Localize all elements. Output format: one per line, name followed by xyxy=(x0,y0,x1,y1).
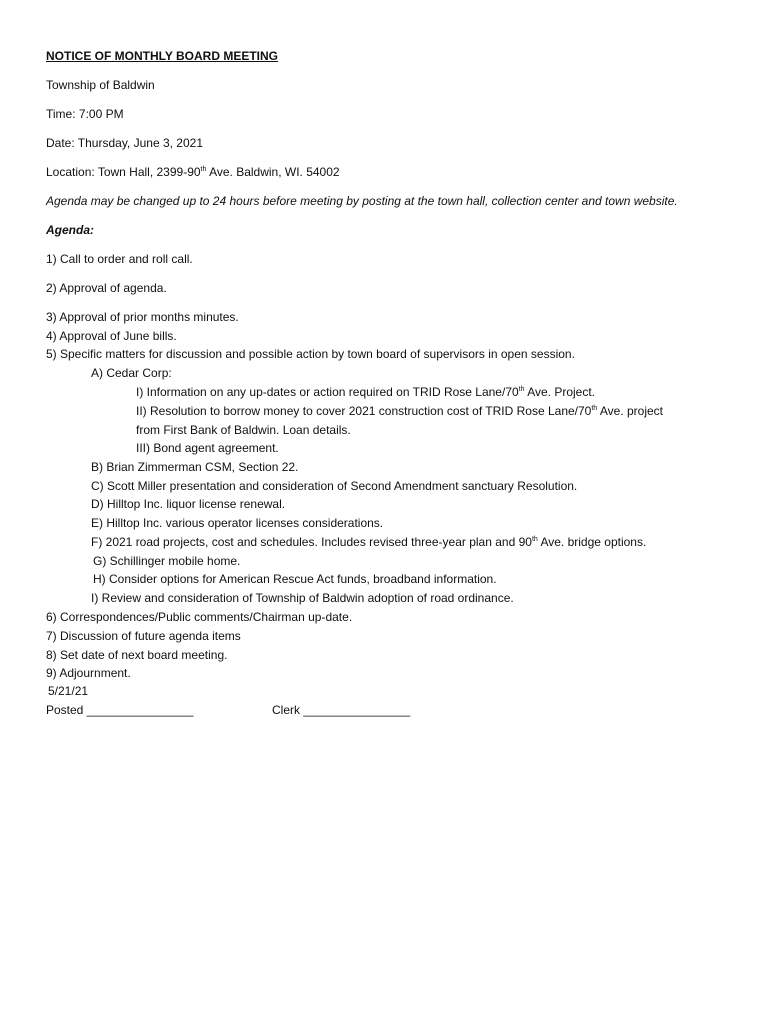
agenda-item-5g: G) Schillinger mobile home. xyxy=(93,554,241,568)
agenda-heading: Agenda: xyxy=(46,223,94,237)
agenda-item-5a-i xyxy=(136,383,595,401)
agenda-item-5a-ii-cont: from First Bank of Baldwin. Loan details. xyxy=(136,423,351,437)
agenda-item-6: 6) Correspondences/Public comments/Chairman up-date. xyxy=(46,610,353,624)
agenda-item-5a-ii xyxy=(136,402,663,420)
agenda-item-5a: A) Cedar Corp: xyxy=(91,366,172,380)
agenda-item-1: 1) Call to order and roll call. xyxy=(46,252,193,266)
notice-date: 5/21/21 xyxy=(48,684,89,698)
agenda-item-5h: H) Consider options for American Rescue Act funds, broadband information. xyxy=(93,572,497,586)
agenda-item-5b: B) Brian Zimmerman CSM, Section 22. xyxy=(91,460,299,474)
agenda-item-5f xyxy=(91,533,646,551)
item-5a-ii-ordinal: th xyxy=(591,405,598,412)
location-text: Location: Town Hall, 2399-90 xyxy=(46,165,201,179)
posted-signature-line: Posted ________________ xyxy=(46,703,194,717)
agenda-item-8: 8) Set date of next board meeting. xyxy=(46,648,228,662)
agenda-disclaimer: Agenda may be changed up to 24 hours before meeting by posting at the town hall, collection center and town website. xyxy=(46,194,678,208)
clerk-signature-line: Clerk ________________ xyxy=(272,703,411,717)
agenda-item-9: 9) Adjournment. xyxy=(46,666,131,680)
item-5a-ii-text: II) Resolution to borrow money to cover 2021 construction cost of TRID Rose Lane/70 xyxy=(136,404,592,418)
township-name: Township of Baldwin xyxy=(46,78,155,92)
item-5f-text: F) 2021 road projects, cost and schedules. Includes revised three-year plan and 90 xyxy=(91,535,532,549)
agenda-item-3: 3) Approval of prior months minutes. xyxy=(46,310,239,324)
item-5a-ii-text-end: Ave. project xyxy=(597,404,664,418)
location-ordinal: th xyxy=(200,166,207,173)
meeting-date: Date: Thursday, June 3, 2021 xyxy=(46,136,203,150)
agenda-item-5a-iii: III) Bond agent agreement. xyxy=(136,441,279,455)
agenda-item-5e: E) Hilltop Inc. various operator licenses considerations. xyxy=(91,516,384,530)
agenda-item-5c: C) Scott Miller presentation and consideration of Second Amendment sanctuary Resolution. xyxy=(91,479,578,493)
agenda-item-4: 4) Approval of June bills. xyxy=(46,329,177,343)
item-5a-i-text: I) Information on any up-dates or action required on TRID Rose Lane/70 xyxy=(136,385,519,399)
agenda-item-5i: I) Review and consideration of Township of Baldwin adoption of road ordinance. xyxy=(91,591,514,605)
notice-title: NOTICE OF MONTHLY BOARD MEETING xyxy=(46,49,279,63)
item-5f-text-end: Ave. bridge options. xyxy=(537,535,647,549)
location-text-end: Ave. Baldwin, WI. 54002 xyxy=(206,165,340,179)
item-5f-ordinal: th xyxy=(531,536,538,543)
agenda-item-5: 5) Specific matters for discussion and possible action by town board of supervisors in open session. xyxy=(46,347,575,361)
meeting-time: Time: 7:00 PM xyxy=(46,107,124,121)
meeting-location xyxy=(46,163,340,181)
item-5a-i-text-end: Ave. Project. xyxy=(524,385,595,399)
agenda-item-7: 7) Discussion of future agenda items xyxy=(46,629,241,643)
item-5a-i-ordinal: th xyxy=(518,386,525,393)
agenda-item-5d: D) Hilltop Inc. liquor license renewal. xyxy=(91,497,286,511)
agenda-item-2: 2) Approval of agenda. xyxy=(46,281,167,295)
